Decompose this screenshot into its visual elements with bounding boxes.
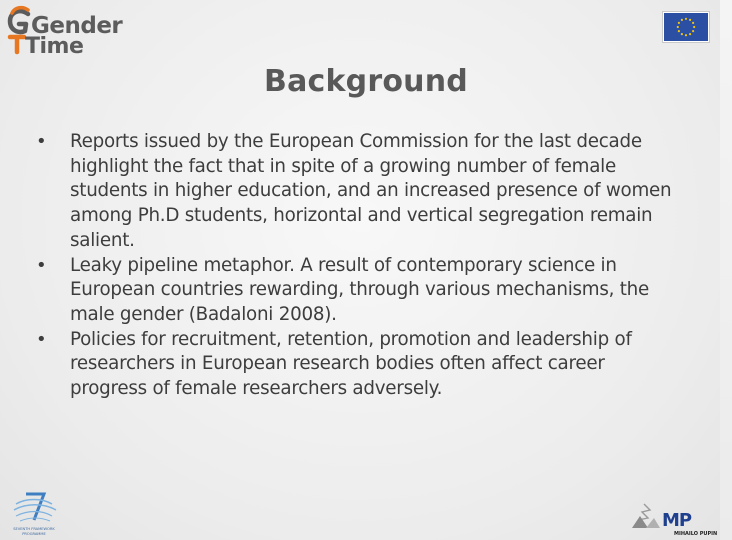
eu-star-icon: [677, 26, 679, 28]
eu-star-icon: [681, 33, 683, 35]
eu-star-icon: [692, 22, 694, 24]
bullet-marker: •: [36, 328, 47, 350]
slide-title: Background: [264, 64, 468, 99]
eu-flag-icon: [662, 11, 710, 43]
logo-line1: Gender: [31, 13, 123, 39]
bullet-text: Policies for recruitment, retention, promotion and leadership of researchers in European research bodies often affect career progress of female researchers adversely.: [70, 328, 632, 400]
fp7-logo-icon: [8, 490, 60, 538]
eu-star-icon: [689, 33, 691, 35]
bullet-item: [36, 254, 686, 328]
bullet-text: Leaky pipeline metaphor. A result of contemporary science in European countries rewarding, through various mechanisms, the male gender (Badaloni 2008).: [70, 254, 650, 325]
eu-star-icon: [678, 30, 680, 32]
logo-line2: Time: [25, 34, 84, 59]
fp7-line2: PROGRAMME: [22, 532, 46, 536]
bullet-text: Reports issued by the European Commission for the last decade highlight the fact that in spite of a growing number of female students in higher education, and an increased presence of women among Ph.D students, horizontal and vertical segregation remain salient.: [70, 131, 672, 251]
eu-star-icon: [685, 34, 687, 36]
eu-star-icon: [693, 26, 695, 28]
eu-star-icon: [689, 19, 691, 21]
fp7-line1: SEVENTH FRAMEWORK: [13, 527, 55, 531]
mp-caption: MIHAILO PUPIN: [674, 531, 718, 537]
bullet-marker: •: [36, 131, 47, 152]
mp-mark: MP: [662, 510, 692, 531]
bullet-item: [36, 328, 686, 402]
eu-star-icon: [678, 22, 680, 24]
bullet-marker: •: [36, 254, 47, 276]
eu-star-icon: [685, 18, 687, 20]
eu-star-icon: [681, 19, 683, 21]
logo-g-mark: [10, 8, 28, 32]
bullet-list: [36, 130, 686, 402]
mp-logo-icon: [628, 500, 718, 538]
logo-t-mark: [10, 37, 24, 52]
bullet-item: [36, 130, 686, 254]
eu-star-icon: [692, 30, 694, 32]
gendertime-logo: [6, 4, 126, 58]
